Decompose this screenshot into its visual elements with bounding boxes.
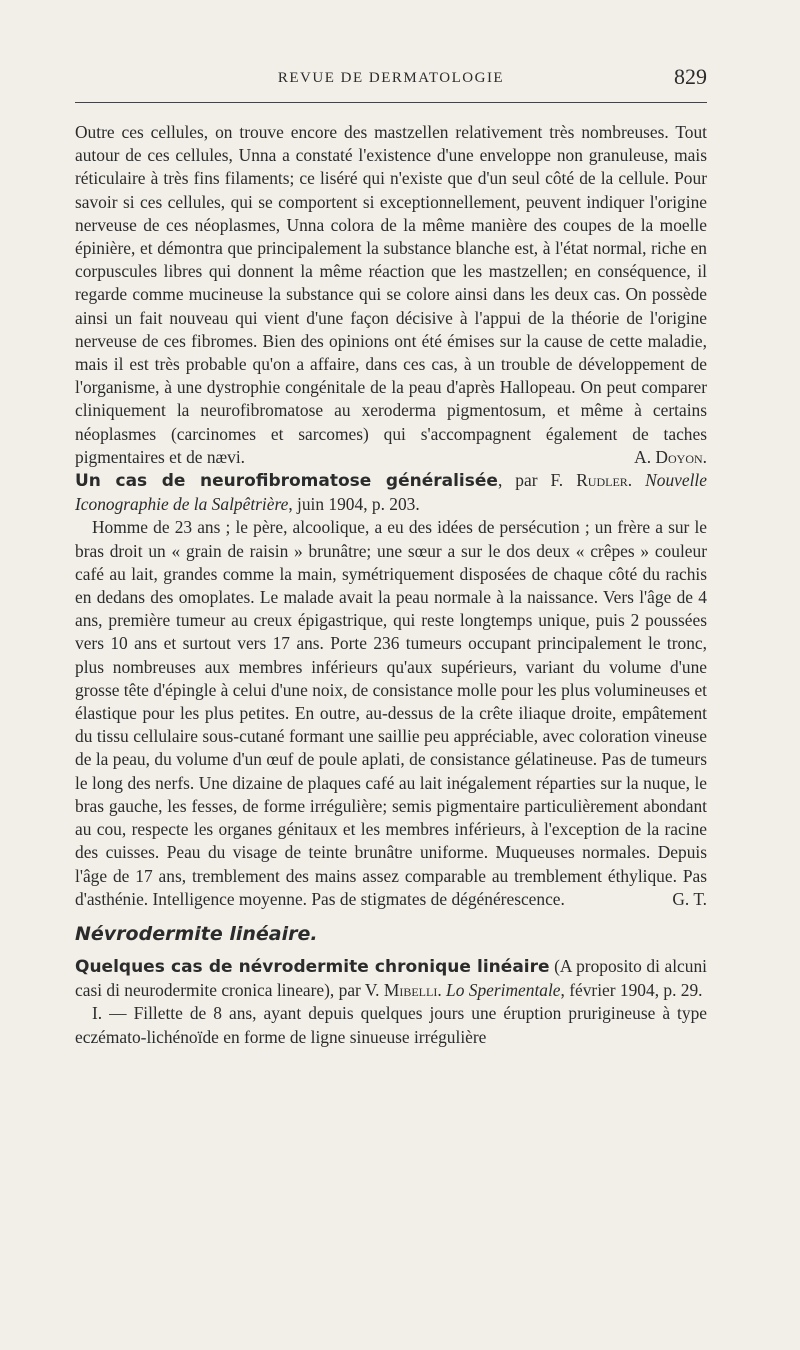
section-heading: Névrodermite linéaire. <box>75 922 318 945</box>
signature: A. Doyon. <box>634 446 707 467</box>
page <box>75 62 707 1049</box>
article-citation: Un cas de neurofibromatose généralisée, par F. Rudler. Nouvelle Iconographie de la Salpêtrière, juin 1904, p. 203. <box>75 470 707 515</box>
article-citation: Quelques cas de névrodermite chronique linéaire (A proposito di alcuni casi di neurodermite cronica lineare), par V. Mibelli. Lo Sperimentale, février 1904, p. 29. <box>75 955 707 1001</box>
article-title: Un cas de neurofibromatose généralisée <box>75 471 498 492</box>
page-number: 829 <box>674 64 707 89</box>
journal-name: Nouvelle Iconographie de la Salpêtrière <box>75 470 707 515</box>
article-title: Quelques cas de névrodermite chronique linéaire <box>75 956 550 977</box>
journal-name: Lo Sperimentale <box>446 980 561 1001</box>
paragraph-text: Outre ces cellules, on trouve encore des mastzellen relativement très nombreuses. Tout autour de ces cellules, Unna a constaté l'existence d'une enveloppe non granuleuse, mais réticulaire à très fins filaments; ce liséré qui n'existe que d'un seul côté de la cellule. Pour savoir si ces cellules, qui se comportent si exceptionnellement, peuvent indiquer l'origine nerveuse de ces néoplasmes, Unna colora de la même manière des coupes de la moelle épinière, et démontra que principalement la substance blanche est, à l'état normal, riche en corpuscules libres qui donnent la même réaction que les mastzellen; en conséquence, il regarde comme mucineuse la substance qui se colore ainsi dans les deux cas. On possède ainsi un fait nouveau qui vient d'une façon décisive à l'appui de la théorie de l'origine nerveuse de ces fibromes. Bien des opinions ont été émises sur la cause de cette maladie, mais il est très probable qu'on a affaire, dans ces cas, à un trouble de développement de l'organisme, à une dystrophie congénitale de la peau d'après Hallopeau. On peut comparer cliniquement la neurofibromatose au xeroderma pigmentosum, et même à certains néoplasmes (carcinomes et sarcomes) qui s'accompagnent également de taches pigmentaires et de nævi. <box>75 122 707 467</box>
page-header <box>75 62 707 96</box>
article-body: I. — Fillette de 8 ans, ayant depuis quelques jours une éruption prurigineuse à type eczémato-lichénoïde en forme de ligne sinueuse irrégulière <box>75 1003 707 1047</box>
running-title: REVUE DE DERMATOLOGIE <box>277 70 505 86</box>
paragraph-review-continuation <box>75 121 707 469</box>
header-rule <box>75 102 707 103</box>
article-body: Homme de 23 ans ; le père, alcoolique, a eu des idées de persécution ; un frère a sur le bras droit un « grain de raisin » brunâtre; une sœur a sur le dos deux « crêpes » couleur café au lait, grandes comme la main, symétriquement disposées de chaque côté du rachis en dedans des omoplates. Le malade avait la peau normale à la naissance. Vers l'âge de 4 ans, première tumeur au creux épigastrique, qui reste longtemps unique, puis 2 poussées vers 10 ans et surtout vers 17 ans. Porte 236 tumeurs occupant principalement le tronc, plus nombreuses aux membres inférieurs qu'aux supérieurs, variant du volume d'une grosse tête d'épingle à celui d'une noix, de consistance molle pour les plus volumineuses et élastique pour les plus petites. En outre, au-dessus de la crête iliaque droite, empâtement du tissu cellulaire sous-cutané formant une saillie peu appréciable, avec coloration vineuse de la peau, du volume d'un œuf de poule aplati, de consistance gélatineuse. Pas de tumeurs le long des nerfs. Une dizaine de plaques café au lait inégalement réparties sur la nuque, le bras gauche, les fesses, de forme irrégulière; semis pigmentaire particulièrement abondant au cou, respecte les organes génitaux et les membres inférieurs, à l'exception de la racine des cuisses. Peau du visage de teinte brunâtre uniforme. Muqueuses normales. Depuis l'âge de 17 ans, tremblement des mains assez comparable au tremblement éthylique. Pas d'asthénie. Intelligence moyenne. Pas de stigmates de dégénérescence. G. T. <box>75 516 707 910</box>
article-author: Mibelli <box>383 980 438 1001</box>
signature: G. T. <box>672 888 707 909</box>
article-author: Rudler <box>576 470 628 491</box>
